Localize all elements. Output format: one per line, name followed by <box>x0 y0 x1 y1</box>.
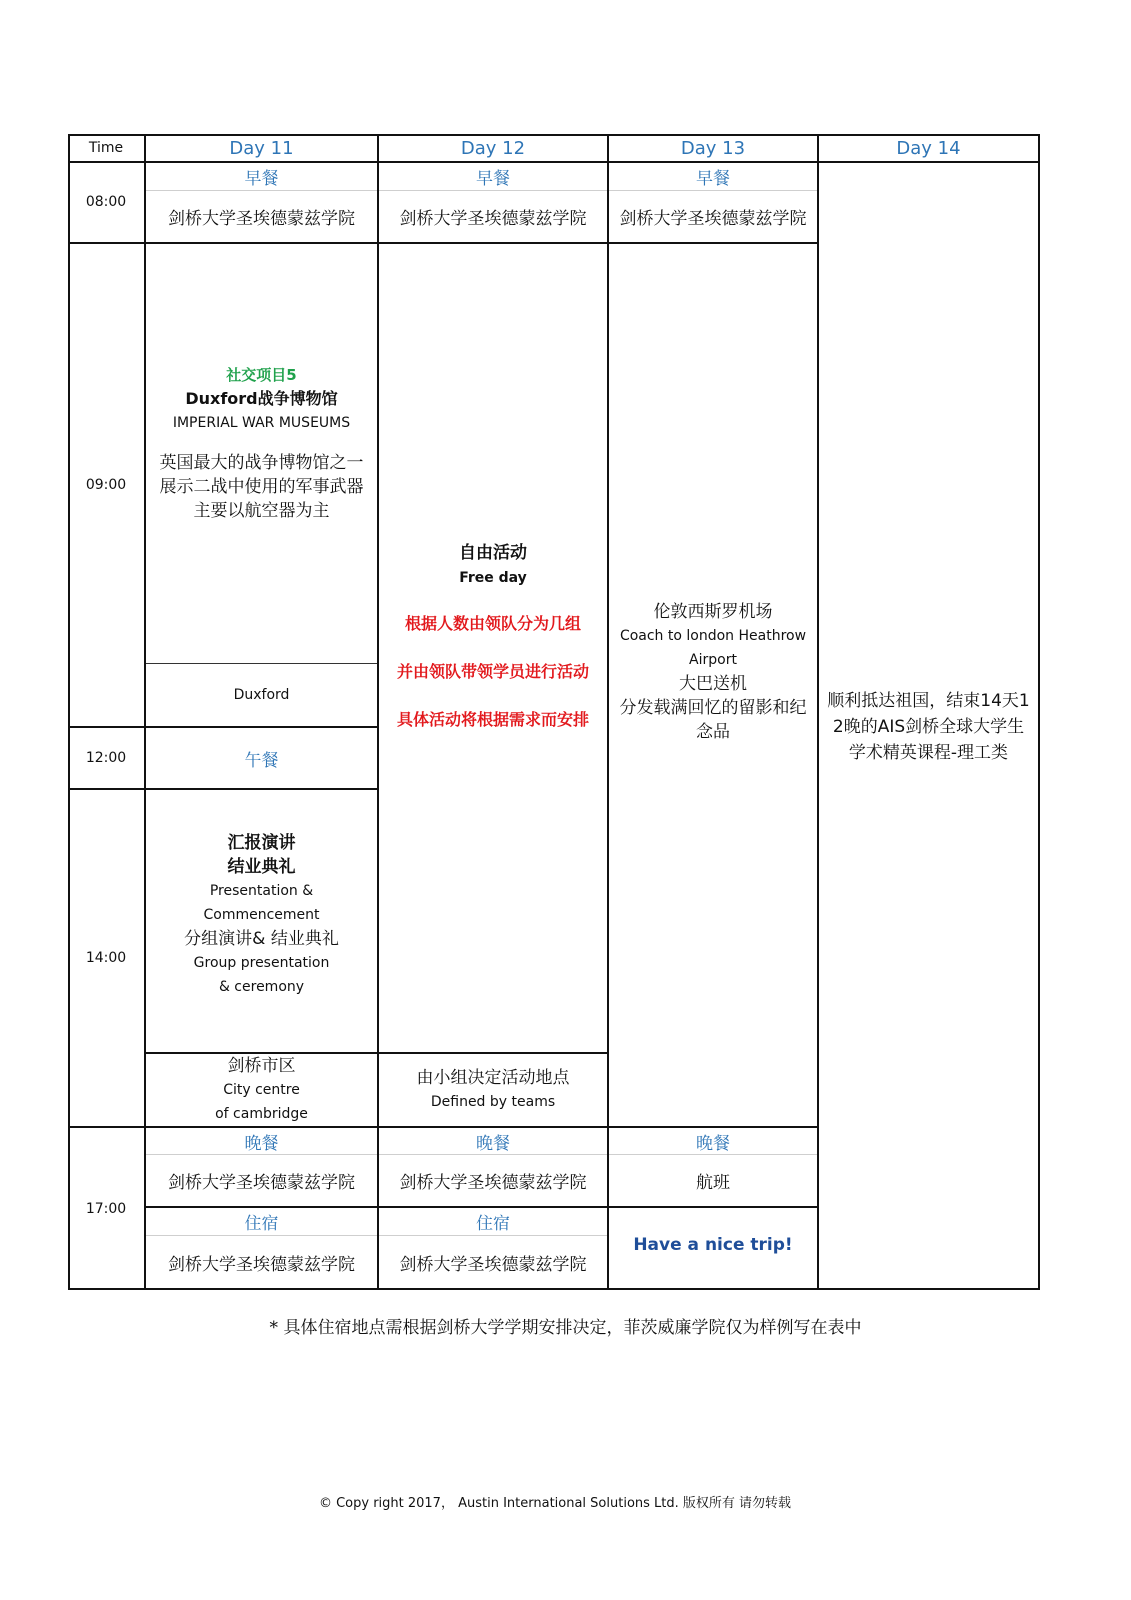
day12-teams-cn: 由小组决定活动地点 <box>416 1068 570 1088</box>
day11-morning-activity <box>146 244 377 662</box>
day13-flight: 航班 <box>696 1173 730 1193</box>
day11-social-tag: 社交项目5 <box>226 366 297 384</box>
header-time: Time <box>88 140 124 156</box>
day13-airport-cn: 伦敦西斯罗机场 <box>653 602 773 622</box>
day11-dinner-label: 晚餐 <box>244 1133 279 1154</box>
header-day-14: Day 14 <box>896 137 961 159</box>
day11-city-en-2: of cambridge <box>215 1106 308 1122</box>
day11-dinner-venue: 剑桥大学圣埃德蒙兹学院 <box>168 1173 355 1193</box>
day13-airport-transfer <box>609 244 817 1126</box>
day12-lodging-label: 住宿 <box>476 1213 510 1234</box>
day11-breakfast-venue: 剑桥大学圣埃德蒙兹学院 <box>168 209 355 229</box>
day11-commencement-en: Commencement <box>203 907 320 923</box>
day12-free-title: 自由活动 <box>459 543 527 563</box>
day11-breakfast-label: 早餐 <box>244 168 279 189</box>
day11-city-centre <box>146 1054 377 1126</box>
day11-lunch-label: 午餐 <box>244 750 279 771</box>
day12-line-1: 根据人数由领队分为几组 <box>404 614 581 633</box>
day11-afternoon-activity <box>146 790 377 1052</box>
footnote: * 具体住宿地点需根据剑桥大学学期安排决定，菲茨威廉学院仅为样例写在表中 <box>269 1318 862 1338</box>
day13-gift-2: 念品 <box>696 722 730 742</box>
day11-city-en-1: City centre <box>223 1082 300 1098</box>
day13-breakfast-label: 早餐 <box>696 168 730 189</box>
day11-desc-3: 主要以航空器为主 <box>193 501 330 521</box>
header-day-11: Day 11 <box>229 137 294 159</box>
day11-group-cn: 分组演讲& 结业典礼 <box>184 929 339 949</box>
day11-museum-title: Duxford战争博物馆 <box>185 389 338 408</box>
day13-dinner-label: 晚餐 <box>696 1133 730 1154</box>
copyright: © Copy right 2017， Austin International Solutions Ltd. 版权所有 请勿转载 <box>318 1496 792 1511</box>
header-day-12: Day 12 <box>460 137 526 159</box>
day13-nice-trip: Have a nice trip! <box>633 1235 793 1255</box>
day14-line-1: 顺利抵达祖国，结束14天1 <box>827 691 1030 711</box>
day11-desc-1: 英国最大的战争博物馆之一 <box>159 453 364 473</box>
schedule-table <box>68 134 1040 1290</box>
day11-museum-en: IMPERIAL WAR MUSEUMS <box>172 415 351 431</box>
day12-lodging-venue: 剑桥大学圣埃德蒙兹学院 <box>399 1254 587 1275</box>
day14-line-3: 学术精英课程-理工类 <box>848 743 1009 763</box>
time-1400: 14:00 <box>85 950 127 966</box>
day11-city-cn: 剑桥市区 <box>227 1056 296 1076</box>
day11-desc-2: 展示二战中使用的军事武器 <box>159 477 364 497</box>
day14-return-home <box>819 162 1038 1288</box>
day12-free-day <box>379 244 607 1052</box>
day11-ceremony-en: & ceremony <box>218 979 305 995</box>
day12-breakfast-label: 早餐 <box>476 168 510 189</box>
day11-lodging-label: 住宿 <box>244 1213 279 1234</box>
day12-teams <box>379 1054 607 1126</box>
day13-gift-1: 分发载满回忆的留影和纪 <box>619 698 807 718</box>
day12-dinner-label: 晚餐 <box>476 1133 510 1154</box>
day11-presentation-en: Presentation & <box>209 883 314 899</box>
day12-free-en: Free day <box>459 570 527 586</box>
day13-airport-en-1: Coach to london Heathrow <box>619 628 807 644</box>
day12-dinner-venue: 剑桥大学圣埃德蒙兹学院 <box>399 1173 587 1193</box>
header-day-13: Day 13 <box>680 137 746 159</box>
day12-teams-en: Defined by teams <box>430 1094 556 1110</box>
day11-duxford-location: Duxford <box>233 687 290 703</box>
time-0800: 08:00 <box>85 194 127 210</box>
time-1700: 17:00 <box>85 1201 127 1217</box>
day13-bus: 大巴送机 <box>679 674 747 694</box>
time-0900: 09:00 <box>85 477 127 493</box>
day11-ceremony-title: 结业典礼 <box>227 857 296 877</box>
day12-line-3: 具体活动将根据需求而安排 <box>396 710 589 729</box>
day11-presentation-title: 汇报演讲 <box>227 833 296 853</box>
day12-line-2: 并由领队带领学员进行活动 <box>396 662 589 681</box>
day12-breakfast-venue: 剑桥大学圣埃德蒙兹学院 <box>399 209 587 229</box>
time-1200: 12:00 <box>85 750 127 766</box>
day13-breakfast-venue: 剑桥大学圣埃德蒙兹学院 <box>619 209 807 229</box>
day14-line-2: 2晚的AIS剑桥全球大学生 <box>832 717 1025 737</box>
day13-airport-en-2: Airport <box>689 652 737 668</box>
day11-lodging-venue: 剑桥大学圣埃德蒙兹学院 <box>168 1254 355 1275</box>
day11-group-en: Group presentation <box>193 955 330 971</box>
